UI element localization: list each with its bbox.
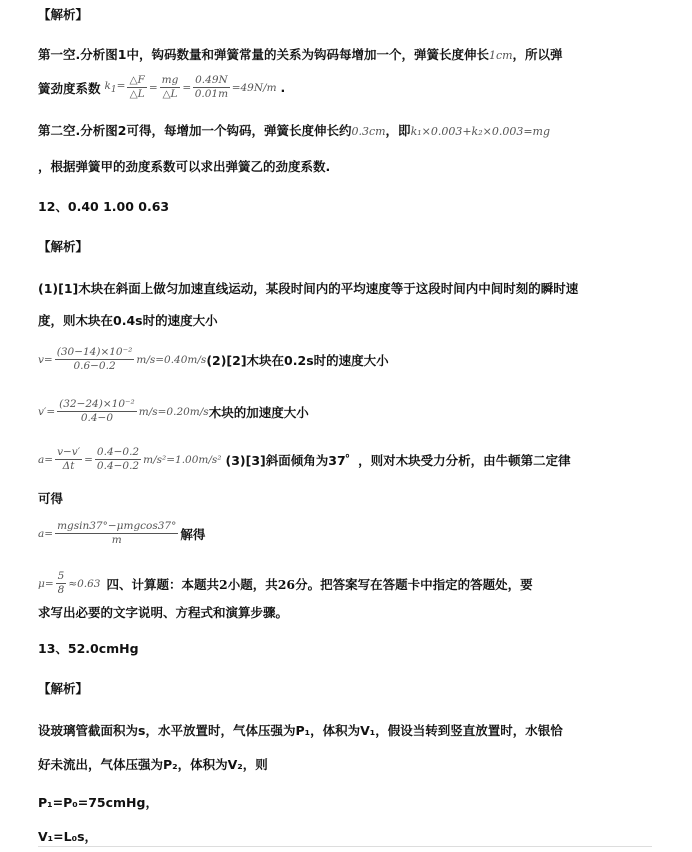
- analysis-heading-1: 【解析】: [38, 7, 89, 22]
- paragraph-first-blank: 第一空.分析图1中，钩码数量和弹簧常量的关系为钩码每增加一个，弹簧长度伸长1cm，所以弹: [38, 47, 563, 62]
- fraction-v02: $\frac{\text{(32−24)×10⁻²}}{0.4-0}$: [59, 398, 135, 424]
- section-4-heading-cont: 求写出必要的文字说明、方程式和演算步骤。: [38, 605, 289, 620]
- paragraph-obtain: 可得: [38, 491, 64, 506]
- fraction-mu: $\frac{5}{8}$: [57, 570, 65, 596]
- fraction-value: $\frac{0.49N}{0.01m}$: [194, 74, 229, 100]
- spring-constant-formula: 簧劲度系数 $k_1=$ $\frac{\triangle F}{\triangle L}$ = $\frac{mg}{\triangle L}$ = $\frac{0.49N}{0.01m}$ =49N/m .: [38, 74, 286, 100]
- paragraph-q12-part1-cont: 度，则木块在0.4s时的速度大小: [38, 313, 218, 328]
- answer-13: 13、52.0cmHg: [38, 641, 139, 656]
- fraction-newton: mgsin37°−μmgcos37° m: [57, 520, 177, 546]
- equation-v1: V₁=L₀s，: [38, 829, 98, 844]
- equation-p1: P₁=P₀=75cmHg，: [38, 795, 158, 810]
- equation-acceleration: a= $\frac{v-v'}{\Delta t}$ = $\frac{0.4-0.2}{0.4-0.2}$ m/s²=1.00m/s² (3)[3]斜面倾角为37゜，则对木块受力分析，由牛顿第二定律: [38, 446, 571, 472]
- paragraph-second-blank-cont: ，根据弹簧甲的劲度系数可以求出弹簧乙的劲度系数.: [38, 159, 331, 174]
- equation-mu: μ= $\frac{5}{8}$ ≈0.63 四、计算题：本题共2小题，共26分。把答案写在答题卡中指定的答题处，要: [38, 570, 533, 596]
- fraction-delta-f: $\frac{\triangle F}{\triangle L}$: [129, 74, 145, 100]
- analysis-heading-3: 【解析】: [38, 681, 89, 696]
- fraction-acc-numeric: $\frac{0.4-0.2}{0.4-0.2}$: [96, 446, 140, 472]
- fraction-v04: $\frac{\text{(30−14)×10⁻²}}{0.6-0.2}$: [56, 346, 133, 372]
- answer-12: 12、0.40 1.00 0.63: [38, 199, 170, 214]
- fraction-acc-symbolic: $\frac{v-v'}{\Delta t}$: [57, 446, 81, 472]
- section-4-heading: 四、计算题：本题共2小题，共26分。把答案写在答题卡中指定的答题处，要: [106, 576, 533, 592]
- analysis-heading-2: 【解析】: [38, 239, 89, 254]
- paragraph-q13-setup: 设玻璃管截面积为s，水平放置时，气体压强为P₁，体积为V₁，假设当转到竖直放置时，水银恰: [38, 723, 563, 738]
- page-bottom-rule: [38, 846, 652, 847]
- equation-v04: v= $\frac{\text{(30−14)×10⁻²}}{0.6-0.2}$ m/s=0.40m/s (2)[2]木块在0.2s时的速度大小: [38, 346, 389, 372]
- fraction-mg: $\frac{mg}{\triangle L}$: [161, 74, 179, 100]
- paragraph-q12-part1: (1)[1]木块在斜面上做匀加速直线运动，某段时间内的平均速度等于这段时间内中间时刻的瞬时速: [38, 281, 579, 296]
- equation-newton: a= mgsin37°−μmgcos37° m 解得: [38, 520, 206, 546]
- equation-v02: v′= $\frac{\text{(32−24)×10⁻²}}{0.4-0}$ m/s=0.20m/s 木块的加速度大小: [38, 398, 309, 424]
- paragraph-second-blank: 第二空.分析图2可得，每增加一个钩码，弹簧长度伸长约0.3cm，即k₁×0.003+k₂×0.003=mg: [38, 123, 551, 138]
- paragraph-q13-setup-cont: 好未流出，气体压强为P₂，体积为V₂，则: [38, 757, 268, 772]
